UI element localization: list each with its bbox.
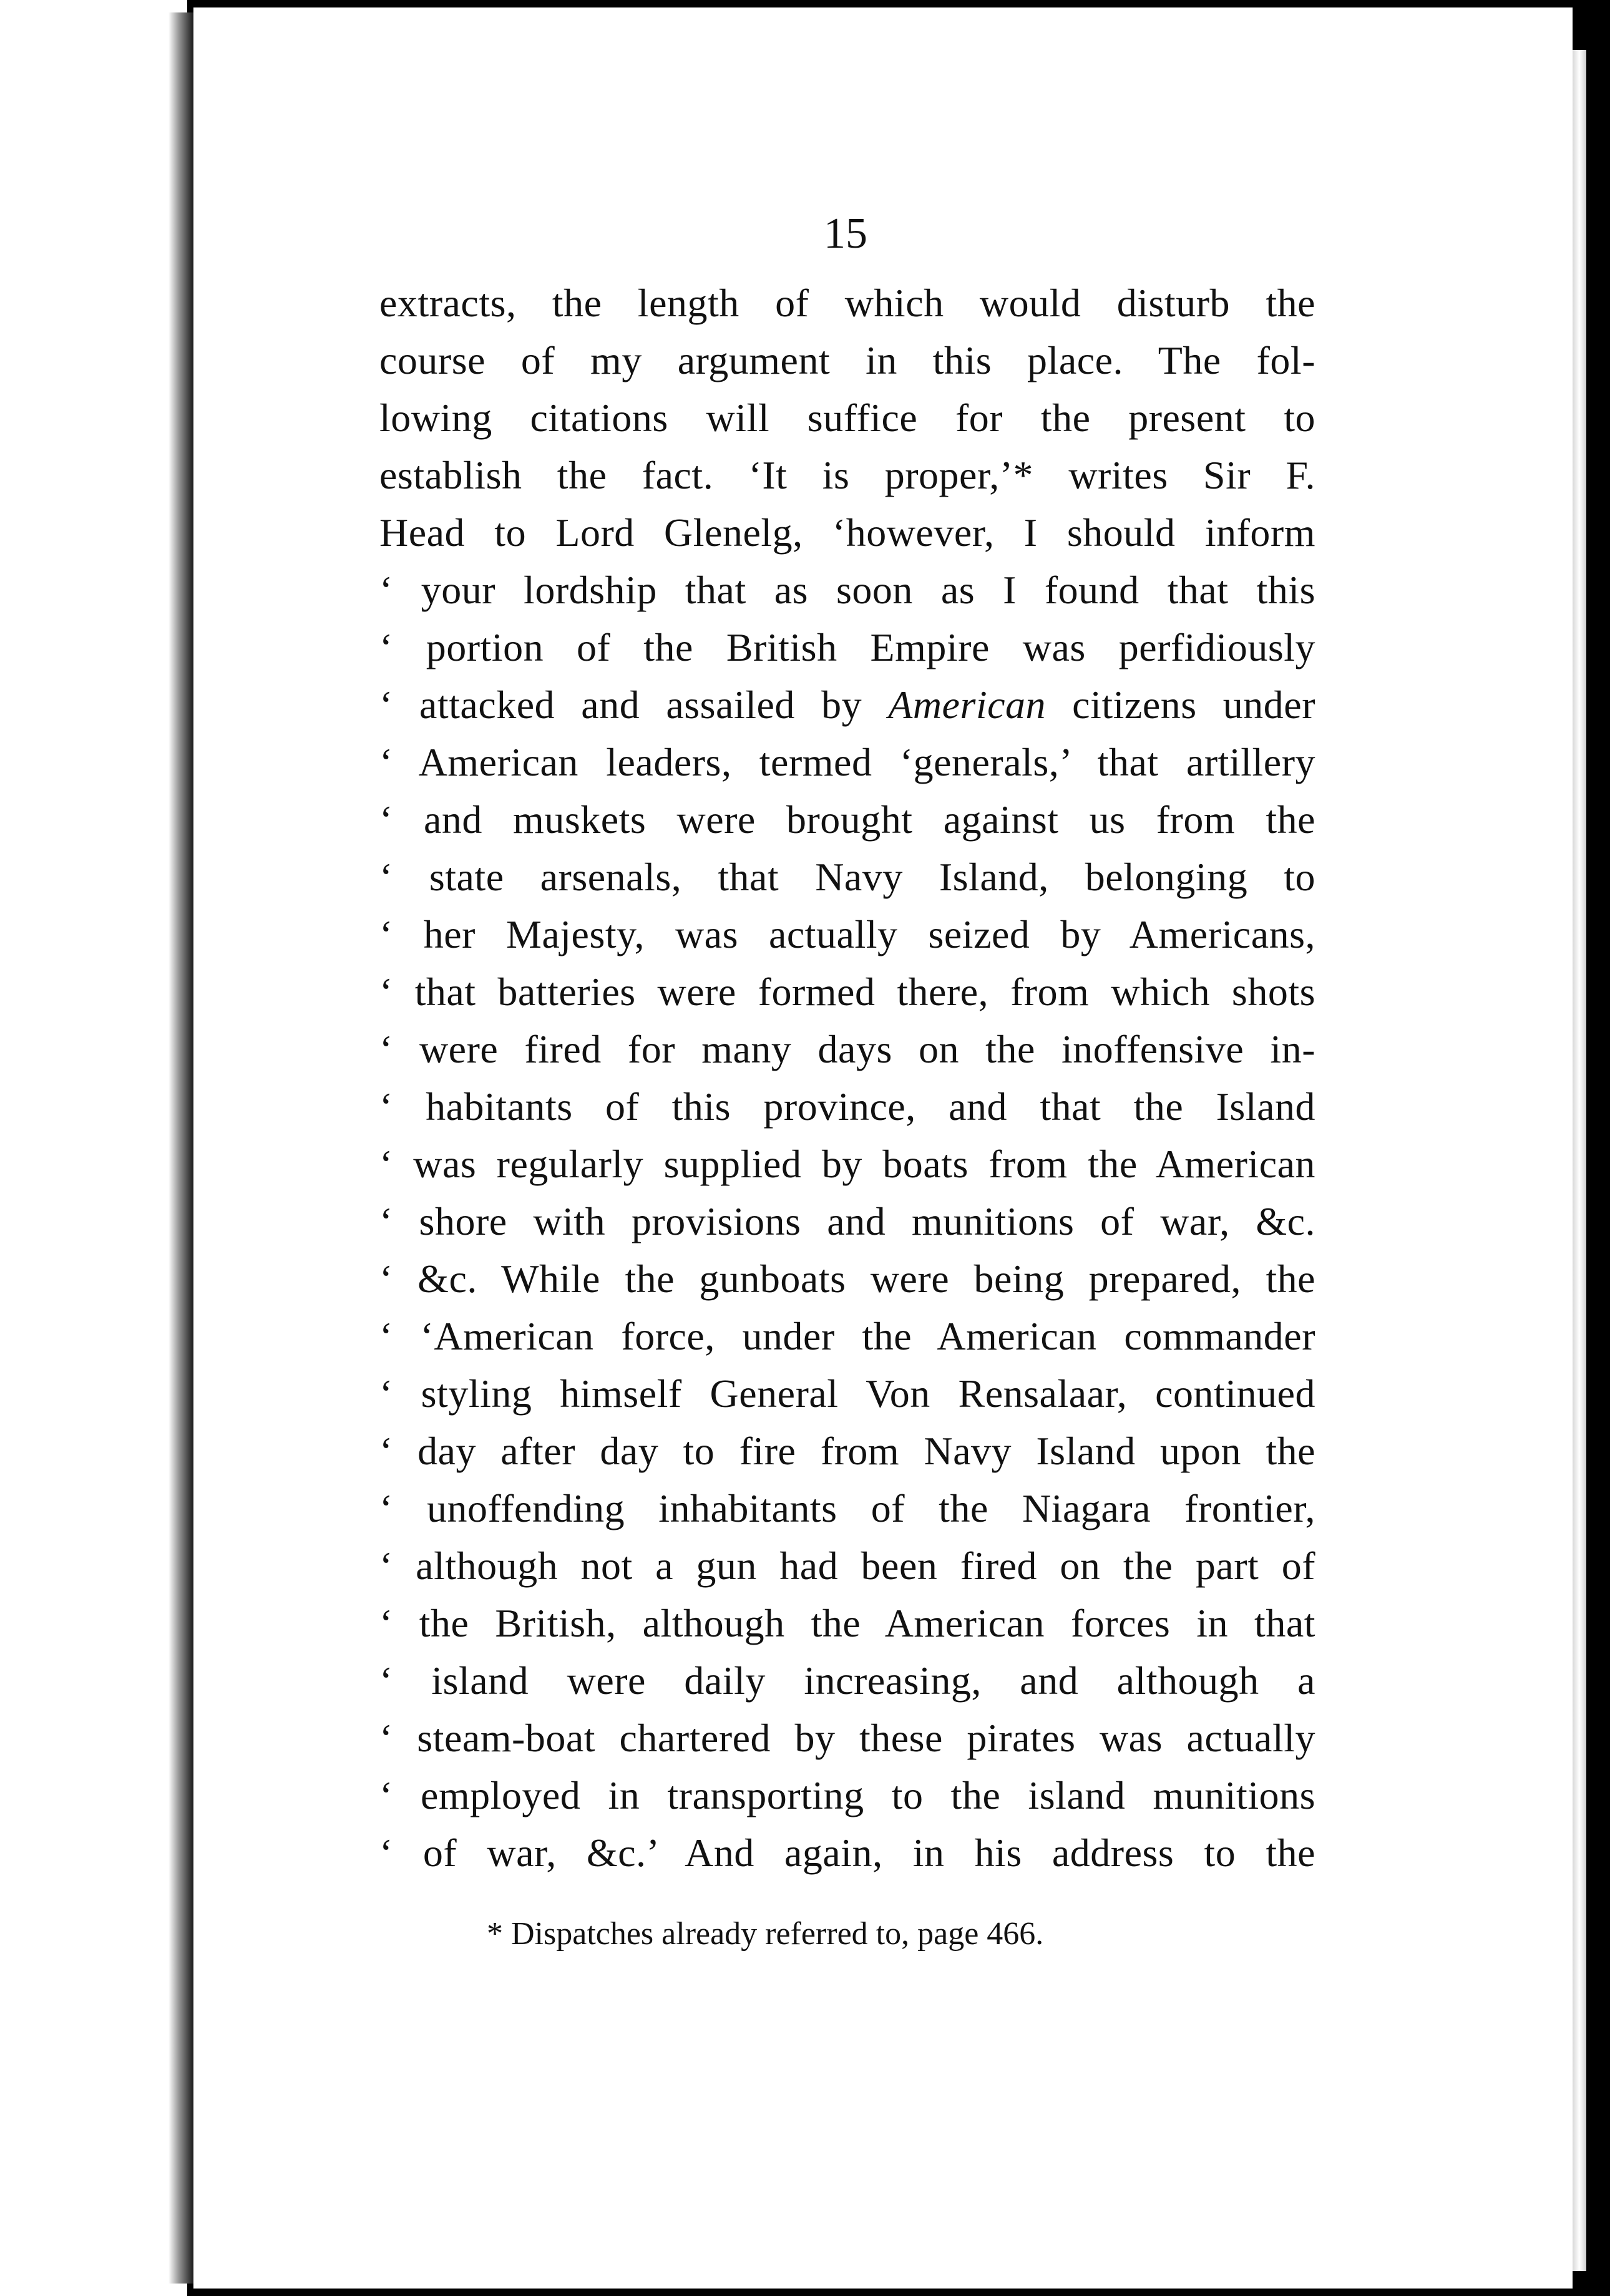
text-line: lowing citations will suffice for the present to bbox=[379, 396, 1315, 440]
text-line: ‘ portion of the British Empire was perfidiously bbox=[379, 625, 1315, 669]
text-line: course of my argument in this place. The fol- bbox=[379, 338, 1315, 382]
text-line: ‘ unoffending inhabitants of the Niagara frontier, bbox=[379, 1486, 1315, 1530]
text-line: ‘ &c. While the gunboats were being prepared, the bbox=[379, 1257, 1315, 1301]
page-edge bbox=[1573, 50, 1586, 2271]
text-line: ‘ ‘American force, under the American commander bbox=[379, 1314, 1315, 1358]
text-line: ‘ were fired for many days on the inoffensive in- bbox=[379, 1027, 1315, 1071]
text-line: ‘ the British, although the American forces in that bbox=[379, 1601, 1315, 1645]
text-line: ‘ day after day to fire from Navy Island upon the bbox=[379, 1429, 1315, 1473]
text-line: ‘ habitants of this province, and that the Island bbox=[379, 1084, 1315, 1129]
text-line: establish the fact. ‘It is proper,’* writes Sir F. bbox=[379, 453, 1315, 497]
binding-margin bbox=[0, 0, 187, 2296]
text-line: ‘ and muskets were brought against us from the bbox=[379, 797, 1315, 842]
text-line: ‘ was regularly supplied by boats from the American bbox=[379, 1142, 1315, 1186]
text-line: ‘ steam-boat chartered by these pirates was actually bbox=[379, 1716, 1315, 1760]
page-number: 15 bbox=[824, 210, 867, 258]
text-line: ‘ of war, &c.’ And again, in his address to the bbox=[379, 1831, 1315, 1875]
binding-shadow bbox=[168, 12, 193, 2284]
text-line: ‘ American leaders, termed ‘generals,’ that artillery bbox=[379, 740, 1315, 784]
text-line: ‘ attacked and assailed by American citizens under bbox=[379, 683, 1316, 727]
text-line: ‘ although not a gun had been fired on the part of bbox=[379, 1544, 1315, 1588]
text-line: ‘ employed in transporting to the island munitions bbox=[379, 1773, 1315, 1817]
text-line: ‘ your lordship that as soon as I found that this bbox=[379, 568, 1315, 612]
text-line: ‘ shore with provisions and munitions of war, &c. bbox=[379, 1199, 1315, 1243]
text-line: extracts, the length of which would disturb the bbox=[379, 281, 1315, 325]
body-text bbox=[379, 275, 1315, 1882]
text-line: Head to Lord Glenelg, ‘however, I should inform bbox=[379, 510, 1315, 555]
text-line: ‘ state arsenals, that Navy Island, belonging to bbox=[379, 855, 1315, 899]
italic-word: American bbox=[888, 683, 1046, 727]
text-line: ‘ styling himself General Von Rensalaar, continued bbox=[379, 1371, 1315, 1416]
text-line: ‘ island were daily increasing, and although a bbox=[379, 1658, 1315, 1703]
text-line: ‘ her Majesty, was actually seized by Americans, bbox=[379, 912, 1315, 956]
text-line: ‘ that batteries were formed there, from which shots bbox=[379, 970, 1315, 1014]
footnote: * Dispatches already referred to, page 466. bbox=[487, 1916, 1044, 1952]
